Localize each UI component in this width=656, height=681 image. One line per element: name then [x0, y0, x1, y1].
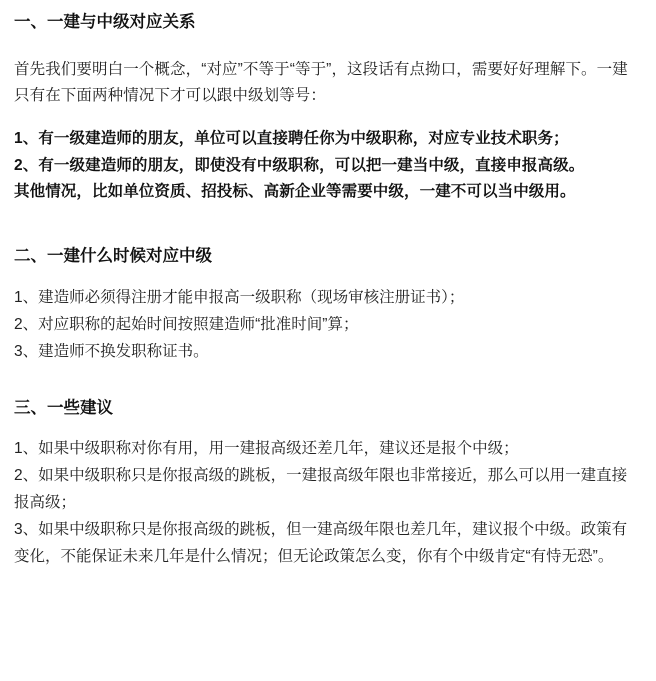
spacer [14, 420, 642, 436]
section-3-item-2: 2、如果中级职称只是你报高级的跳板，一建报高级年限也非常接近，那么可以用一建直接报高级； [14, 467, 628, 512]
section-3-item-1: 1、如果中级职称对你有用，用一建报高级还差几年，建议还是报个中级； [14, 440, 519, 458]
section-2-item-2: 2、对应职称的起始时间按照建造师“批准时间”算； [14, 315, 359, 333]
spacer [14, 366, 642, 396]
section-1-bold-item-3: 其他情况，比如单位资质、招投标、高新企业等需要中级，一建不可以当中级用。 [14, 183, 576, 201]
section-1-intro: 首先我们要明白一个概念，“对应”不等于“等于”，这段话有点拗口，需要好好理解下。一建只有在下面两种情况下才可以跟中级划等号： [14, 60, 628, 105]
section-2-item-3: 3、建造师不换发职称证书。 [14, 342, 209, 360]
spacer [14, 269, 642, 285]
spacer [14, 206, 642, 244]
section-1-heading: 一、一建与中级对应关系 [14, 13, 196, 31]
section-2-item-1: 1、建造师必须得注册才能申报高一级职称（现场审核注册证书）； [14, 288, 465, 306]
spacer [14, 110, 642, 126]
section-3 [14, 396, 642, 572]
section-3-item-3: 3、如果中级职称只是你报高级的跳板，但一建高级年限也差几年，建议报个中级。政策有变化，不能保证未来几年是什么情况；但无论政策怎么变，你有个中级肯定“有恃无恐”。 [14, 521, 628, 566]
section-1 [14, 10, 642, 206]
section-1-bold-item-1: 1、有一级建造师的朋友，单位可以直接聘任你为中级职称，对应专业技术职务； [14, 130, 569, 148]
section-1-bold-item-2: 2、有一级建造师的朋友，即使没有中级职称，可以把一建当中级，直接申报高级。 [14, 156, 585, 174]
section-2-heading: 二、一建什么时候对应中级 [14, 247, 212, 266]
section-3-heading: 三、一些建议 [14, 398, 113, 417]
section-2 [14, 244, 642, 366]
spacer [14, 35, 642, 45]
